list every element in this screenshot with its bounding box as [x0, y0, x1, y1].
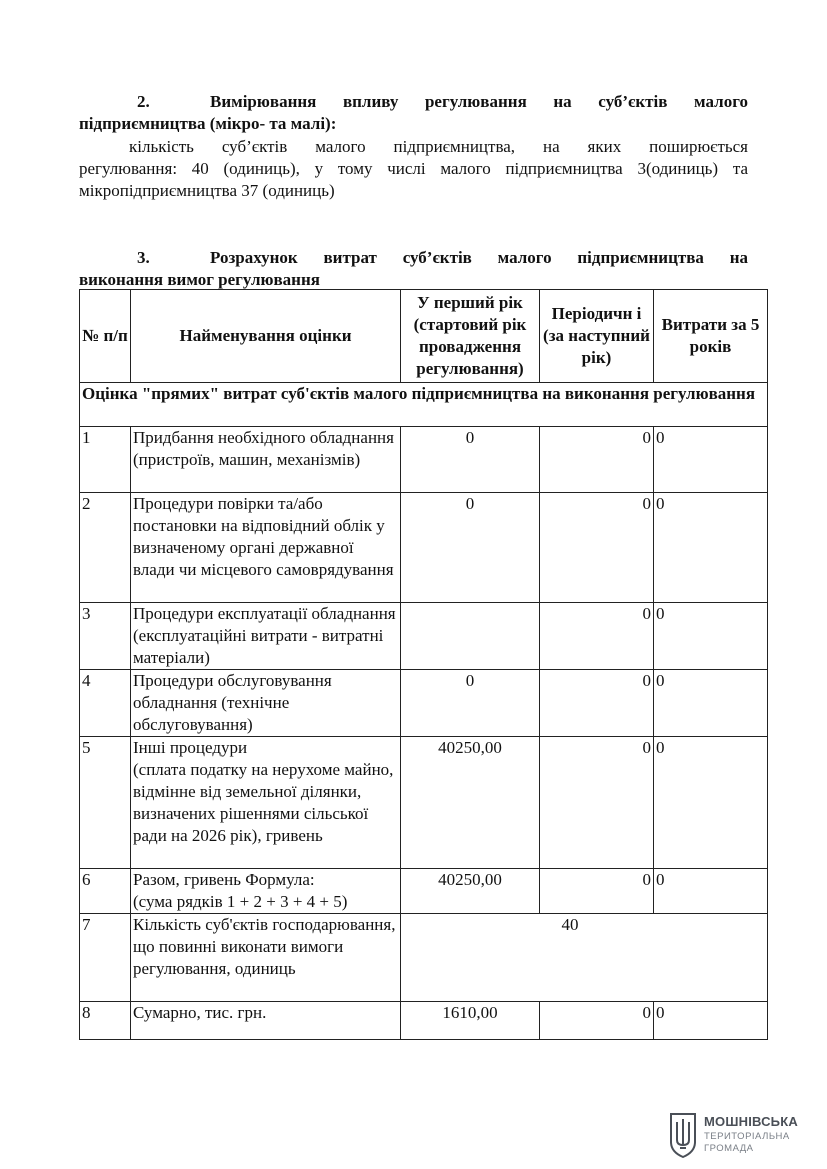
row-first-year: 1610,00: [401, 1002, 540, 1040]
row-num: 5: [80, 737, 131, 869]
row-name-line2: (сплата податку на нерухоме майно, відмінне від земельної ділянки, визначених рішеннями сільської ради на 2026 рік), гривень: [133, 760, 394, 845]
table-row: [80, 869, 768, 914]
row-num: 8: [80, 1002, 131, 1040]
row-periodic: 0: [540, 427, 654, 493]
section-2-body-line1: кількість суб’єктів малого підприємництва, на яких поширюється: [129, 137, 748, 156]
row-name: Сумарно, тис. грн.: [131, 1002, 401, 1040]
row-first-year: [401, 603, 540, 670]
section-3-title-line1: Розрахунок витрат суб’єктів малого підприємництва на: [210, 248, 748, 267]
section-2-title-line2: підприємництва (мікро- та малі):: [79, 114, 337, 133]
logo-title: МОШНІВСЬКА: [704, 1114, 798, 1129]
header-first-year: У перший рік (стартовий рік провадження регулювання): [401, 290, 540, 383]
table-row: [80, 670, 768, 737]
row-five-years: 0: [654, 427, 768, 493]
row-num: 1: [80, 427, 131, 493]
row-periodic: 0: [540, 737, 654, 869]
row-num: 7: [80, 914, 131, 1002]
row-five-years: 0: [654, 670, 768, 737]
section-row: [80, 383, 768, 427]
row-name-line1: Разом, гривень Формула:: [133, 870, 315, 889]
table-row: [80, 427, 768, 493]
table-row: [80, 493, 768, 603]
row-num: 2: [80, 493, 131, 603]
section-2-number: 2.: [137, 92, 150, 111]
row-periodic: 0: [540, 670, 654, 737]
table-row: [80, 1002, 768, 1040]
row-first-year: 0: [401, 493, 540, 603]
row-five-years: 0: [654, 493, 768, 603]
row-periodic: 0: [540, 1002, 654, 1040]
row-five-years: 0: [654, 1002, 768, 1040]
row-first-year: 0: [401, 427, 540, 493]
row-name: [131, 869, 401, 914]
row-name: Процедури обслуговування обладнання (технічне обслуговування): [131, 670, 401, 737]
row-five-years: 0: [654, 603, 768, 670]
row-num: 3: [80, 603, 131, 670]
header-num: № п/п: [80, 290, 131, 383]
row-five-years: 0: [654, 869, 768, 914]
row-merged-value: 40: [401, 914, 768, 1002]
row-name-line2: (сума рядків 1 + 2 + 3 + 4 + 5): [133, 892, 348, 911]
section-3-number: 3.: [137, 248, 150, 267]
row-five-years: 0: [654, 737, 768, 869]
row-name: Кількість суб'єктів господарювання, що повинні виконати вимоги регулювання, одиниць: [131, 914, 401, 1002]
table-row: [80, 603, 768, 670]
section-2-body-line3: мікропідприємництва 37 (одиниць): [79, 181, 335, 200]
community-logo: [668, 1112, 798, 1162]
row-name: [131, 737, 401, 869]
row-periodic: 0: [540, 603, 654, 670]
section-3-title-line2: виконання вимог регулювання: [79, 270, 320, 289]
cost-table: [79, 289, 768, 1040]
row-name-line1: Інші процедури: [133, 738, 248, 757]
section-2-title-line1: Вимірювання впливу регулювання на суб’єктів малого: [210, 92, 748, 111]
header-name: Найменування оцінки: [131, 290, 401, 383]
row-name: Процедури повірки та/або постановки на відповідний облік у визначеному органі державної влади чи місцевого самоврядування: [131, 493, 401, 603]
section-2-body-line2: регулювання: 40 (одиниць), у тому числі малого підприємництва 3(одиниць) та: [79, 159, 748, 178]
row-name: Процедури експлуатації обладнання (експлуатаційні витрати - витратні матеріали): [131, 603, 401, 670]
header-periodic: Періодичн і (за наступний рік): [540, 290, 654, 383]
row-num: 6: [80, 869, 131, 914]
row-num: 4: [80, 670, 131, 737]
row-name: Придбання необхідного обладнання (пристроїв, машин, механізмів): [131, 427, 401, 493]
section-row-label: Оцінка "прямих" витрат суб'єктів малого підприємництва на виконання регулювання: [80, 383, 768, 427]
table-row: [80, 914, 768, 1002]
header-five-years: Витрати за 5 років: [654, 290, 768, 383]
table-header-row: [80, 290, 768, 383]
table-row: [80, 737, 768, 869]
row-first-year: 40250,00: [401, 737, 540, 869]
trident-icon: [668, 1112, 698, 1158]
row-periodic: 0: [540, 493, 654, 603]
logo-line2: ТЕРИТОРІАЛЬНА: [704, 1131, 790, 1142]
row-first-year: 40250,00: [401, 869, 540, 914]
logo-line3: ГРОМАДА: [704, 1143, 754, 1154]
row-first-year: 0: [401, 670, 540, 737]
row-periodic: 0: [540, 869, 654, 914]
